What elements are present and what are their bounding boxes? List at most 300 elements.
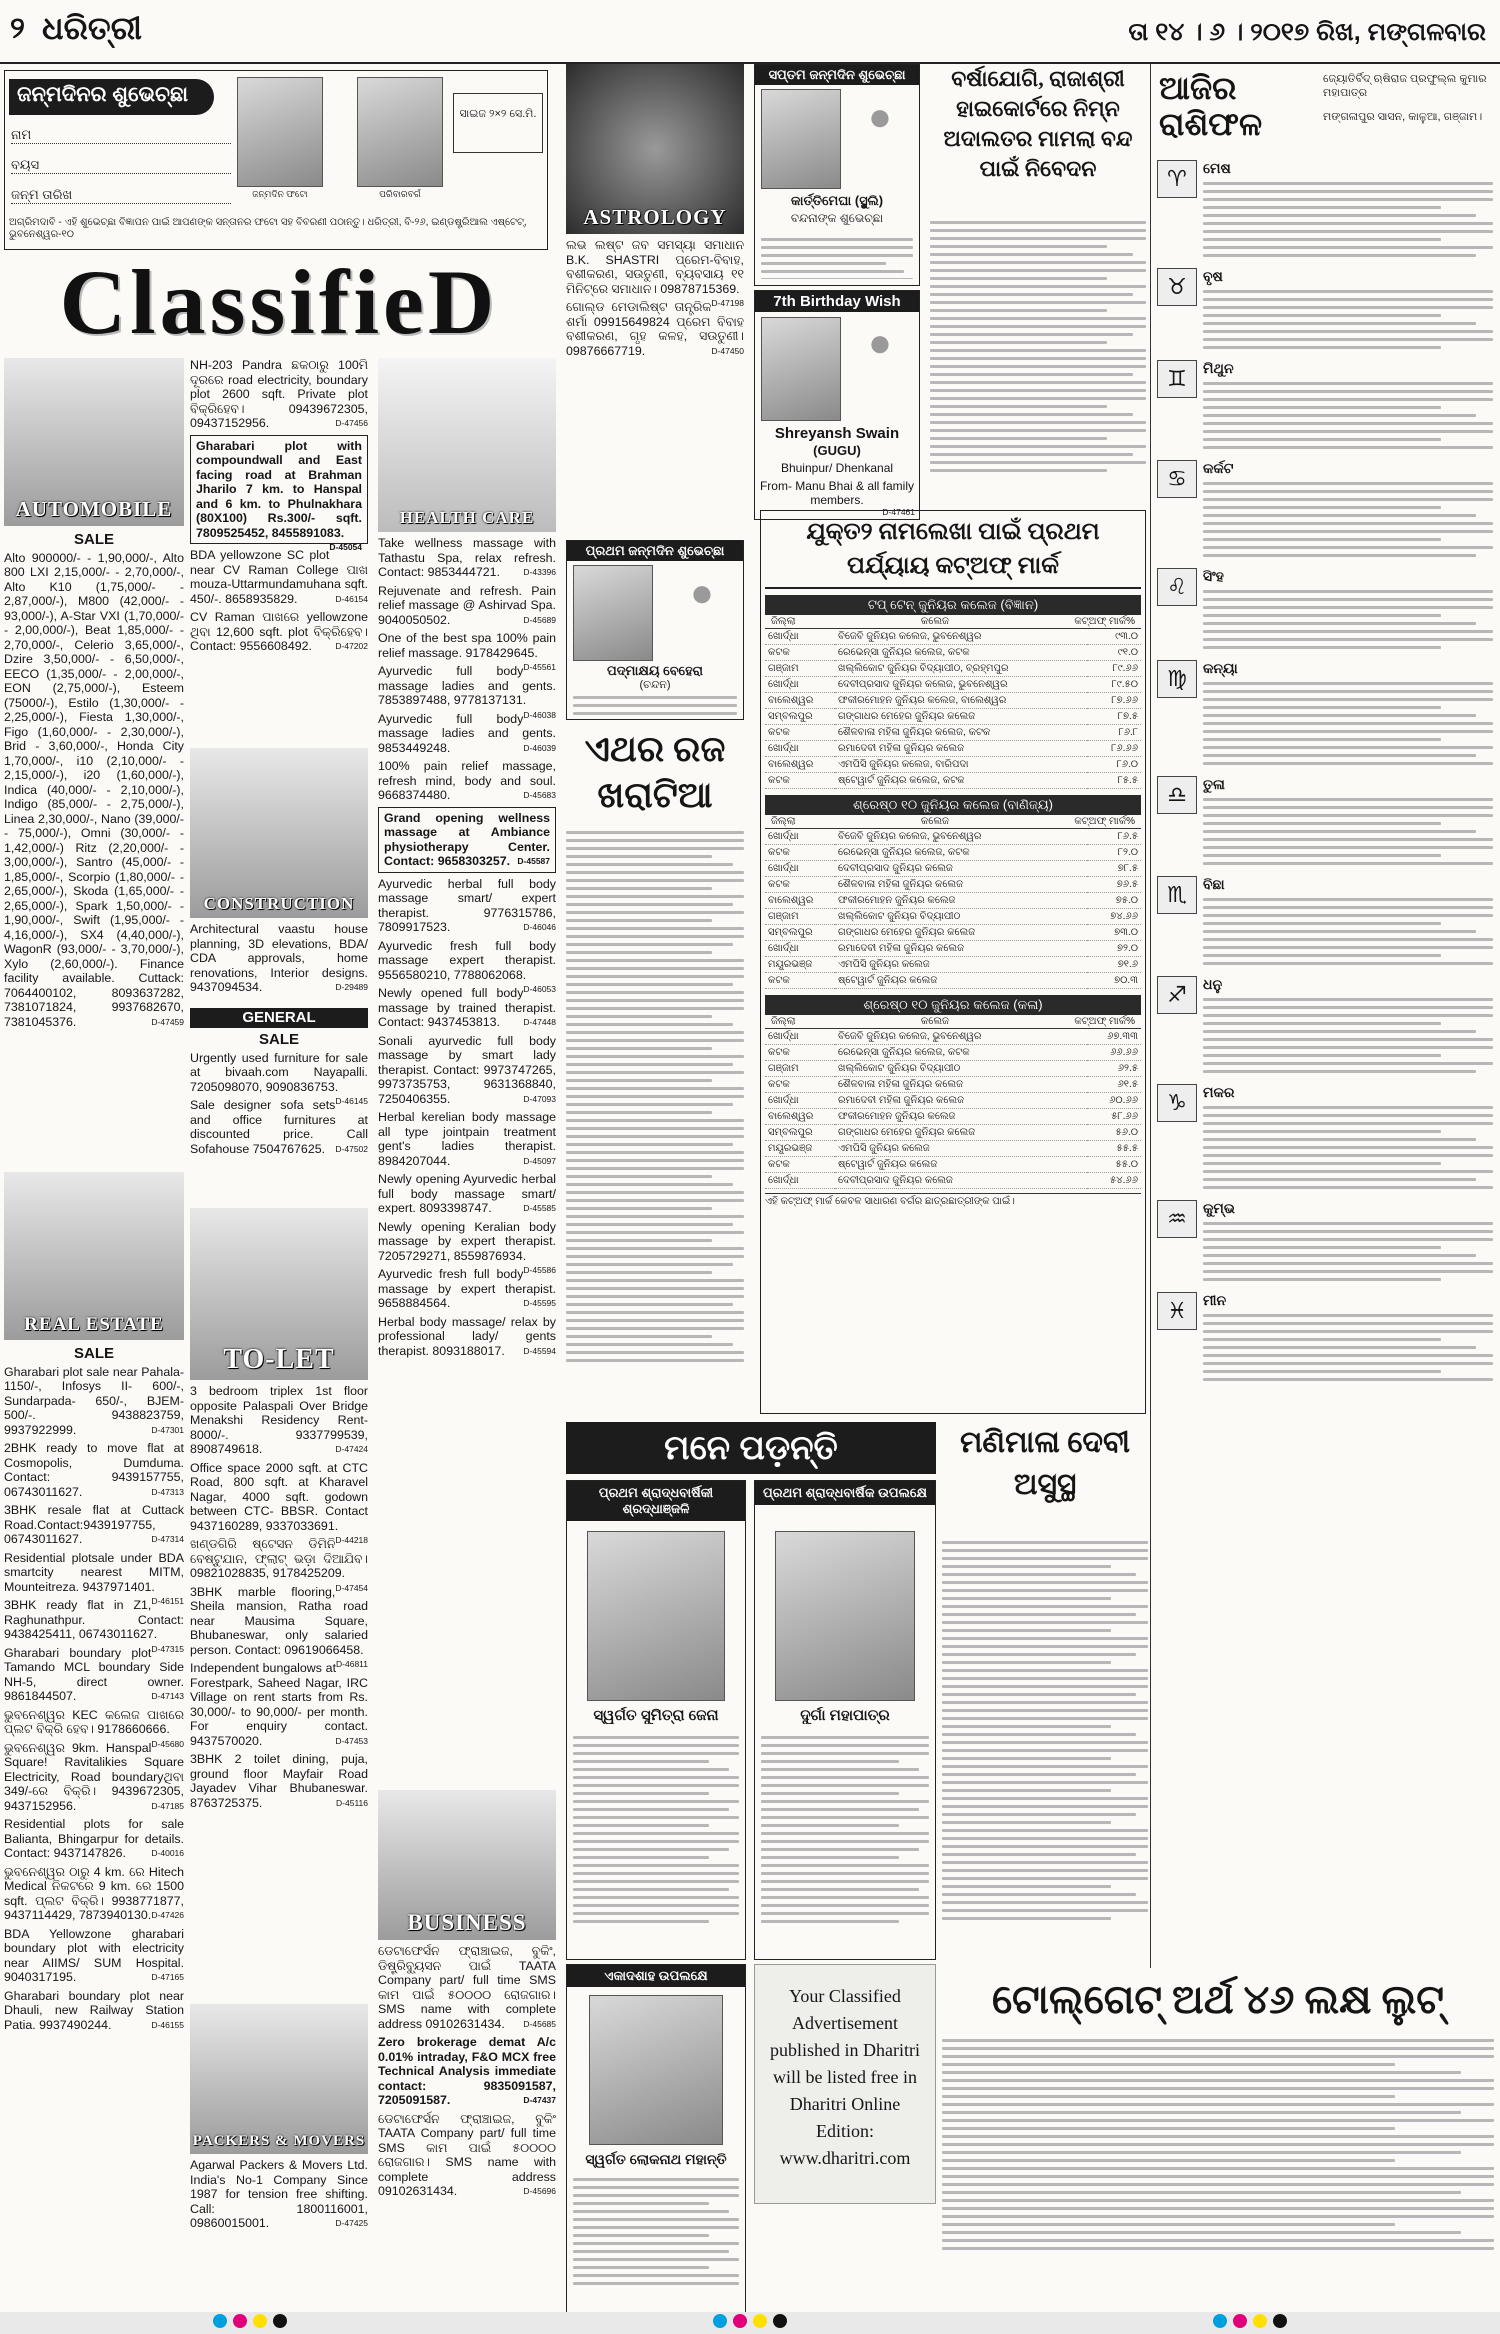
ad-code: D-47202 xyxy=(335,641,368,651)
packers-ad: Agarwal Packers & Movers Ltd. India's No-1 Company Since 1987 for tension free shifting. Call: 1800116001, 09860015001. D-47425 xyxy=(190,2158,368,2230)
horoscope-sign xyxy=(1157,568,1493,654)
classified-ad: Gharabari plot with compoundwall and East facing road at Brahman Jharilo 7 km. to Hanspal and 6 km. to Phulnakhara (80X100) Rs.300/- sqft. 7809525452, 8455891083. D-45054 xyxy=(190,435,368,545)
cutoff-table xyxy=(765,1029,1141,1189)
ad-code: D-45097 xyxy=(523,1155,556,1166)
balloons-icon: ● xyxy=(867,95,893,139)
astrologer-name: ଜ୍ୟୋତିର୍ବିଦ୍ ଋଷିରାଜ ପ୍ରଫୁଲ୍ଲ କୁମାର ମହାପାତ୍ର xyxy=(1323,73,1487,99)
horoscope-sign xyxy=(1157,1084,1493,1194)
table-row xyxy=(765,1045,1141,1061)
table-cell: ଶୈଳବାଳା ମହିଳା ଜୁନିୟର କଲେଜ xyxy=(835,1077,1087,1093)
classified-ad: 2BHK ready to move flat at Cosmopolis, Dumduma. Contact: 9439157755, 06743011627. D-47313 xyxy=(4,1441,184,1499)
table-cell: ୮୭.୬୬ xyxy=(1087,693,1141,709)
health-care-image xyxy=(378,358,556,532)
column-header: କଟ୍‌ଅଫ୍ ମାର୍କ% xyxy=(1074,616,1135,627)
table-cell: ଖୋର୍ଦ୍ଧା xyxy=(765,861,835,877)
obituary-photo xyxy=(587,1531,725,1701)
table-row xyxy=(765,1141,1141,1157)
date-line: ତା ୧୪ । ୬ । ୨୦୧୭ ରିଖ, ମଙ୍ଗଳବାର xyxy=(1128,18,1486,46)
form-field-age[interactable]: ବୟସ xyxy=(11,157,231,174)
classified-ad: Residential plots for sale Balianta, Bhingarpur for details. Contact: 9437147826. D-40016 xyxy=(4,1817,184,1860)
table-cell: ମୟୂରଭଞ୍ଜ xyxy=(765,1141,835,1157)
horoscope-text xyxy=(1203,590,1493,649)
classified-ad: Urgently used furniture for sale at bivaah.com Nayapalli. 7205098070, 9090836753. D-46145 xyxy=(190,1051,368,1095)
ad-code: D-45594 xyxy=(523,1345,556,1356)
ad-code: D-47502 xyxy=(335,1143,368,1154)
classified-ad: Ayurvedic fresh full body massage by expert therapist. 9658884564. D-45595 xyxy=(378,1267,556,1310)
table-cell: ୮୨.୦ xyxy=(1087,845,1141,861)
court-headline: ବର୍ଷାଯୋଗି, ରାଜାଶ୍ରୀ ହାଇକୋର୍ଟରେ ନିମ୍ନ ଅଦାଲତର ମାମଲା ବନ୍ଦ ପାଇଁ ନିବେଦନ xyxy=(943,66,1133,181)
ad-code: D-47450 xyxy=(711,345,744,356)
print-registration-strip xyxy=(0,2312,1500,2334)
astrology-label: ASTROLOGY xyxy=(583,205,727,229)
classified-ad: Ayurvedic herbal full body massage smart/ expert therapist. 9776315786, 7809917523. D-46046 xyxy=(378,876,556,934)
column-header: କଟ୍‌ଅଫ୍ ମାର୍କ% xyxy=(1074,1016,1135,1027)
business-label: BUSINESS xyxy=(407,1910,527,1935)
cutoff-section-title: ଟପ୍ ଟେନ୍ ଜୁନିୟର କଲେଜ (ବିଜ୍ଞାନ) xyxy=(765,595,1141,615)
business-image xyxy=(378,1790,556,1940)
table-cell: ଷ୍ଟେୱାର୍ଟ ଜୁନିୟର କଲେଜ, କଟକ xyxy=(835,773,1087,789)
table-cell: ୫୫.୫ xyxy=(1087,1141,1141,1157)
ad-code: D-46154 xyxy=(335,593,368,604)
cutoff-column-headers xyxy=(765,615,1141,629)
ad-code: D-47437 xyxy=(523,2095,556,2105)
horoscope-text xyxy=(1203,182,1493,257)
zodiac-name: ଧନୁ xyxy=(1203,976,1223,992)
horoscope-text xyxy=(1203,798,1493,865)
table-cell: ସମ୍ବଲପୁର xyxy=(765,709,835,725)
zodiac-icon: ♏ xyxy=(1157,876,1197,914)
table-cell: ଏମପିସି ଜୁନିୟର କଲେଜ xyxy=(835,1141,1087,1157)
ad-code: D-47143 xyxy=(151,1691,184,1701)
ad-code: D-47198 xyxy=(711,298,744,308)
table-row xyxy=(765,893,1141,909)
child-sub: (ଚନ୍ଦନ) xyxy=(639,679,671,691)
general-subheading: SALE xyxy=(258,1031,299,1048)
automobile-section xyxy=(4,530,184,1170)
classified-ad: Newly opening Ayurvedic herbal full body massage smart/ expert. 8093398747. D-45585 xyxy=(378,1172,556,1215)
obituary-left xyxy=(566,1480,746,1960)
birthday-photo-left xyxy=(237,77,323,187)
birthday-photo-caption-left: ଜନ୍ମଦିନ ଫଟୋ xyxy=(252,189,308,199)
to-let-image xyxy=(190,1208,368,1380)
classified-ad: Residential plotsale under BDA smartcity nearest MITM, Mounteitreza. 9437971401. D-46151 xyxy=(4,1551,184,1595)
birthday-panel-1 xyxy=(754,64,920,286)
table-cell: କଟକ xyxy=(765,725,835,741)
form-field-dob[interactable]: ଜନ୍ମ ତାରିଖ xyxy=(11,187,231,204)
zodiac-icon: ♑ xyxy=(1157,1084,1197,1122)
table-cell: ମୟୂରଭଞ୍ଜ xyxy=(765,957,835,973)
table-cell: ଖୋର୍ଦ୍ଧା xyxy=(765,741,835,757)
horoscope-signs xyxy=(1157,160,1493,1960)
table-cell: ୭୬.୫ xyxy=(1087,877,1141,893)
classified-ad: ଖଣ୍ଡଗିରି ଷ୍ଟେସନ ଡିମିନି ବେଷ୍ଟୁଯାନ, ଫ୍ଲାଟ୍ ଭଡ଼ା ଦିଆଯିବ। 09821028835, 9178425209. D-47454 xyxy=(190,1537,368,1581)
packers-label: PACKERS & MOVERS xyxy=(192,2133,366,2149)
horoscope-text xyxy=(1203,482,1493,557)
ad-code: D-46039 xyxy=(523,742,556,753)
zodiac-name: ମୀନ xyxy=(1203,1292,1227,1308)
classified-ad: Office space 2000 sqft. at CTC Road, 800 sqft. at Kharavel Nagar, 4000 sqft. godown between CTC- BBSR. Contact 9437160289, 9337033691. D-44218 xyxy=(190,1461,368,1534)
table-row xyxy=(765,909,1141,925)
horoscope-sign xyxy=(1157,460,1493,562)
cutoff-table xyxy=(765,629,1141,789)
zodiac-icon: ♎ xyxy=(1157,776,1197,814)
table-cell: ଗଙ୍ଗାଧର ମେହେର ଜୁନିୟର କଲେଜ xyxy=(835,1125,1087,1141)
classified-ad: ଡେଟାଫେର୍ସନ ଫ୍ରାଞ୍ଚାଇଜ, ବୁକିଂ, ଡିଷ୍ଟ୍ରିବ୍ୟୁସନ ପାଇଁ TAATA Company part/ full time SMS କାମ ପାଇଁ ୫୦୦୦୦ ରୋଜଗାର। SMS name with complete address 09102631434. D-45685 xyxy=(378,1944,556,2031)
table-row xyxy=(765,693,1141,709)
child-name: କାର୍ତ୍ତିମେଘା (ସ୍ଥୁଲି) xyxy=(790,193,884,208)
table-cell: ବିଜେବି ଜୁନିୟର କଲେଜ, ଭୁବନେଶ୍ୱର xyxy=(835,629,1087,645)
cutoff-tables xyxy=(765,595,1141,1189)
real-estate-label: REAL ESTATE xyxy=(24,1314,164,1335)
child-name: Shreyansh Swain xyxy=(774,425,900,442)
birthday-size-note: ସାଇଜ ୨×୨ ସେ.ମି. xyxy=(453,93,543,153)
zodiac-name: ବିଛା xyxy=(1203,876,1225,892)
magenta-dot xyxy=(733,2314,747,2328)
ad-code: D-46046 xyxy=(523,922,556,932)
column-header: ଜିଲ୍ଲା xyxy=(771,816,796,827)
table-cell: ୮୬.୬୬ xyxy=(1087,741,1141,757)
table-cell: ରମାଦେବୀ ମହିଳା ଜୁନିୟର କଲେଜ xyxy=(835,941,1087,957)
zodiac-name: ବୃଷ xyxy=(1203,268,1223,284)
classified-ad: Independent bungalows at Forestpark, Saheed Nagar, IRC Village on rent starts from Rs. 30,000/- to 90,000/- per month. For enquiry contact. 9437570020. D-47453 xyxy=(190,1661,368,1748)
form-field-name[interactable]: ନାମ xyxy=(11,127,231,144)
obituary-photo xyxy=(589,1995,723,2145)
birthday-panel-3 xyxy=(566,540,744,720)
balloons-icon: ● xyxy=(867,321,893,365)
table-row xyxy=(765,645,1141,661)
automobile-label: AUTOMOBILE xyxy=(15,497,173,521)
construction-label: CONSTRUCTION xyxy=(203,894,355,913)
birthday-form xyxy=(4,70,548,250)
table-row xyxy=(765,677,1141,693)
black-dot xyxy=(273,2314,287,2328)
classified-ad: Sonali ayurvedic full body massage by smart lady therapist. Contact: 9973747265, 9973735753, 9631368840, 7250406355. D-47093 xyxy=(378,1033,556,1106)
ad-code: D-45054 xyxy=(329,542,362,552)
table-cell: ଷ୍ଟେୱାର୍ଟ ଜୁନିୟର କଲେଜ xyxy=(835,1157,1087,1173)
table-cell: କଟକ xyxy=(765,845,835,861)
horoscope-sign xyxy=(1157,776,1493,870)
obituary-title: ପ୍ରଥମ ଶ୍ରାଦ୍ଧବାର୍ଷିକ ଉପଲକ୍ଷେ xyxy=(755,1481,935,1505)
table-row xyxy=(765,1173,1141,1189)
business-section xyxy=(378,1944,556,2324)
table-cell: ୭୫.୦ xyxy=(1087,893,1141,909)
classified-title: ClassifieD xyxy=(59,252,499,352)
table-row xyxy=(765,741,1141,757)
child-photo xyxy=(573,565,653,661)
horoscope-sign xyxy=(1157,876,1493,970)
table-cell: ଶୈଳବାଳା ମହିଳା ଜୁନିୟର କଲେଜ, କଟକ xyxy=(835,725,1087,741)
table-cell: ୫୮.୬୬ xyxy=(1087,1109,1141,1125)
wish-from: From- Manu Bhai & all family members. xyxy=(759,479,915,507)
classified-ad: Gharabari plot sale near Pahala- 1150/-, Infosys II- 600/-, Sundarpada- 650/-, BJEM- 500/-. 9438823759, 9937922999. D-47301 xyxy=(4,1364,184,1437)
table-cell: କଟକ xyxy=(765,973,835,989)
classified-ad: 3BHK 2 toilet dining, puja, ground floor Mayfair Road Jayadev Vihar Bhubaneswar. 8763725375. D-45116 xyxy=(190,1752,368,1810)
construction-bottom-ad: Architectural vaastu house planning, 3D elevations, BDA/ CDA approvals, home renovations, Interior designs. 9437094534. D-29489 xyxy=(190,922,368,994)
classified-ad: Zero brokerage demat A/c 0.01% intraday, F&O MCX free Technical Analysis immediate contact: 9835091587, 7205091587. D-47437 xyxy=(378,2035,556,2107)
table-cell: ରମାଦେବୀ ମହିଳା ଜୁନିୟର କଲେଜ xyxy=(835,741,1087,757)
table-cell: ଗଞ୍ଜାମ xyxy=(765,909,835,925)
registration-marks-left xyxy=(210,2314,290,2333)
table-cell: ୮୯.୫୦ xyxy=(1087,677,1141,693)
ad-code: D-47093 xyxy=(523,1093,556,1104)
horoscope-text xyxy=(1203,1106,1493,1189)
magenta-dot xyxy=(233,2314,247,2328)
obituary-photo xyxy=(775,1531,915,1701)
automobile-ad: Alto 900000/- - 1,90,000/-, Alto 800 LXI 2,15,000/- - 2,70,000/-, Alto K10 (1,75,000/- - 2,87,000/-), M800 (42,000/- - 93,000/-), A-Star VXI (1,70,000/- - 2,00,000/-), Beat 1,85,000/- - 2,70,000/-, Celerio 3,65,000/-, Dzire 3,50,000/- - 6,50,000/-, EECO (1,35,000/- - 2,00,000/-, EON (2,75,000/-), Esteem (75000/-), Estilo (1,30,000/- - 2,25,000/-), Fiesta 1,30,000/-, Figo (1,60,000/- - 2,30,000/-), Brid - 3,60,000/-, Honda City 1,70,000/-, i10 (2,10,000/- - 2,15,000/-), i20 (1,60,000/-), Indica (40,000/- - 2,10,000/-), Indigo (85,000/- - 2,75,000/-), Linea 2,30,000/-, Nano (39,000/- - 75,000/-), Omni (30,000/- - 1,42,000/-) Ritz (2,20,000/- - 3,00,000/-), Santro (45,000/- - 1,85,000/-, Scorpio (1,80,000/- - 2,65,000/-), Skoda (1,65,000/- - 2,65,000/-), Spark 1,50,000/- - 1,90,000/-, Swift (1,95,000/- - 4,16,000/-), SX4 (4,40,000/-), WagonR (93,000/- - 3,70,000/-), Xylo (2,60,000/-). Finance facility available. Cuttack: 7064400102, 8093637282, 7381071824, 9937682670, 7381045376. D-47459 xyxy=(4,550,184,1029)
table-cell: ୯୧.୦ xyxy=(1087,645,1141,661)
classified-ad: ଭୁବନେଶ୍ୱର KEC କଲେଜ ପାଖରେ ପ୍ଲଟ ବିକ୍ରି ହେବ। 9178660666. D-45680 xyxy=(4,1708,184,1737)
obituary-text xyxy=(761,1731,929,1951)
table-cell: ବାଲେଶ୍ୱର xyxy=(765,757,835,773)
rain-article xyxy=(566,826,744,1416)
table-cell: ଖୋର୍ଦ୍ଧା xyxy=(765,829,835,845)
ad-code: D-47459 xyxy=(151,1016,184,1027)
ad-code: D-45689 xyxy=(523,614,556,625)
zodiac-name: ମିଥୁନ xyxy=(1203,360,1234,376)
ad-code: D-46038 xyxy=(523,709,556,720)
birthday-photo-right xyxy=(357,77,443,187)
cyan-dot xyxy=(1213,2314,1227,2328)
table-cell: ଏମପିସି ଜୁନିୟର କଲେଜ, ବାରିପଦା xyxy=(835,757,1087,773)
table-cell: ରେଭେନ୍ସା ଜୁନିୟର କଲେଜ, କଟକ xyxy=(835,645,1087,661)
child-name: ପଦ୍ମାକ୍ଷୟ ବେହେରା xyxy=(606,663,703,678)
column-header: ଜିଲ୍ଲା xyxy=(771,616,796,627)
cutoff-section-title: ଶ୍ରେଷ୍ଠ ୧୦ ଜୁନିୟର କଲେଜ (ବାଣିଜ୍ୟ) xyxy=(765,795,1141,815)
birthday-panel-2 xyxy=(754,290,920,520)
table-cell: ଫକୀରମୋହନ ଜୁନିୟର କଲେଜ, ବାଲେଶ୍ୱର xyxy=(835,693,1087,709)
ad-code: D-46151 xyxy=(151,1596,184,1606)
table-cell: ୭୪.୬୬ xyxy=(1087,909,1141,925)
table-cell: ଖୋର୍ଦ୍ଧା xyxy=(765,1029,835,1045)
zodiac-icon: ♓ xyxy=(1157,1292,1197,1330)
table-cell: ୮୫.୫ xyxy=(1087,773,1141,789)
cutoff-column-headers xyxy=(765,1015,1141,1029)
ad-code: D-46053 xyxy=(523,984,556,994)
real-estate-section xyxy=(4,1344,184,2314)
general-section xyxy=(190,1030,368,1206)
classified-ad: Take wellness massage with Tathastu Spa, relax refresh. Contact: 9853444721. D-43396 xyxy=(378,536,556,579)
registration-marks-center xyxy=(710,2314,790,2333)
cutoff-table xyxy=(765,829,1141,989)
horoscope-text xyxy=(1203,1222,1493,1281)
table-cell: ବିଜେବି ଜୁନିୟର କଲେଜ, ଭୁବନେଶ୍ୱର xyxy=(835,1029,1087,1045)
table-row xyxy=(765,957,1141,973)
table-cell: ଖଲ୍ଲିକୋଟ ଜୁନିୟର ବିଦ୍ୟାପୀଠ xyxy=(835,909,1087,925)
birthday-panel-title: ପ୍ରଥମ ଜନ୍ମଦିନ ଶୁଭେଚ୍ଛା xyxy=(567,541,743,561)
horoscope-sign xyxy=(1157,160,1493,262)
magenta-dot xyxy=(1233,2314,1247,2328)
zodiac-icon: ♉ xyxy=(1157,268,1197,306)
classified-ad: Herbal kerelian body massage all type jointpain treatment gent's ladies therapist. 8984207044. D-45097 xyxy=(378,1110,556,1168)
online-notice xyxy=(754,1964,936,2204)
classified-ad: ଗୋଲ୍ଡ ମେଡାଲିଷ୍ଟ ତାନ୍ତ୍ରିକ ଶର୍ମା 09915649824 ପ୍ରେମ ବିବାହ ବଶୀକରଣ, ଗୃହ କଳହ, ସଉତୁଣୀ। 09876667719. D-47450 xyxy=(566,300,744,358)
classified-ad: 3BHK marble flooring, Sheila mansion, Ratha road near Mausima Square, Bhubaneswar, only salaried person. Contact: 09619066458. D-46811 xyxy=(190,1585,368,1658)
table-cell: କଟକ xyxy=(765,773,835,789)
ad-code: D-47461 xyxy=(882,507,915,517)
table-cell: ରମାଦେବୀ ମହିଳା ଜୁନିୟର କଲେଜ xyxy=(835,1093,1087,1109)
table-cell: ୬୦.୬୬ xyxy=(1087,1093,1141,1109)
zodiac-icon: ♌ xyxy=(1157,568,1197,606)
obituary-text xyxy=(573,2173,739,2313)
obituary-name: ସ୍ୱର୍ଗତ ସୁମିତ୍ରା ଜେନା xyxy=(593,1707,719,1724)
table-cell: ଖଲ୍ଲିକୋଟ ଜୁନିୟର ବିଦ୍ୟାପୀଠ, ବ୍ରହ୍ମପୁର xyxy=(835,661,1087,677)
classified-ad: Herbal body massage/ relax by professional lady/ gents therapist. 8093188017. D-45594 xyxy=(378,1314,556,1358)
birthday-form-title: ଜନ୍ମଦିନର ଶୁଭେଚ୍ଛା xyxy=(9,79,214,115)
table-row xyxy=(765,1029,1141,1045)
horoscope-sign xyxy=(1157,360,1493,454)
ad-code: D-47314 xyxy=(151,1534,184,1544)
ad-code: D-43396 xyxy=(523,567,556,577)
child-sub: ବନ୍ଦନାଙ୍କ ଶୁଭେଚ୍ଛା xyxy=(790,211,884,225)
ad-code: D-47185 xyxy=(151,1800,184,1811)
table-cell: ୮୬.୦ xyxy=(1087,757,1141,773)
table-row xyxy=(765,861,1141,877)
ad-code: D-45680 xyxy=(151,1738,184,1749)
obituary-right xyxy=(754,1480,936,1960)
table-row xyxy=(765,845,1141,861)
ad-code: D-45561 xyxy=(523,662,556,672)
table-row xyxy=(765,661,1141,677)
obituary-name: ଦୁର୍ଗା ମହାପାତ୍ର xyxy=(800,1707,890,1724)
ad-code: D-47456 xyxy=(335,418,368,428)
ad-code: D-40016 xyxy=(151,1848,184,1858)
table-cell: ଗଙ୍ଗାଧର ମେହେର ଜୁନିୟର କଲେଜ xyxy=(835,709,1087,725)
table-cell: ୮୬.୫ xyxy=(1087,829,1141,845)
table-cell: ବିଜେବି ଜୁନିୟର କଲେଜ, ଭୁବନେଶ୍ୱର xyxy=(835,829,1087,845)
child-sub: (GUGU) xyxy=(813,443,861,458)
table-row xyxy=(765,1109,1141,1125)
birthday-panel-text xyxy=(761,233,913,279)
table-row xyxy=(765,1077,1141,1093)
table-cell: ୮୭.୫ xyxy=(1087,709,1141,725)
construction-image xyxy=(190,748,368,918)
ad-code: D-47448 xyxy=(523,1017,556,1027)
classified-ad: One of the best spa 100% pain relief massage. 9178429645. D-45561 xyxy=(378,631,556,660)
table-cell: ୮୯.୬୬ xyxy=(1087,661,1141,677)
birthday-panel-title: ସପ୍ତମ ଜନ୍ମଦିନ ଶୁଭେଚ୍ଛା xyxy=(755,65,919,85)
table-cell: ଦେବୀପ୍ରସାଦ ଜୁନିୟର କଲେଜ xyxy=(835,1173,1087,1189)
table-row xyxy=(765,725,1141,741)
classified-ad: ଡେଟାଫେର୍ସନ ଫ୍ରାଞ୍ଚାଇଜ, ବୁକିଂ TAATA Company part/ full time SMS କାମ ପାଇଁ ୫୦୦୦୦ ରୋଜଗାର। SMS name with complete address 09102631434. D-45696 xyxy=(378,2111,556,2198)
cutoff-column-headers xyxy=(765,815,1141,829)
child-photo xyxy=(761,89,841,189)
zodiac-icon: ♒ xyxy=(1157,1200,1197,1238)
astrology-image xyxy=(566,64,744,234)
table-cell: କଟକ xyxy=(765,1077,835,1093)
table-row xyxy=(765,773,1141,789)
ad-code: D-47315 xyxy=(151,1643,184,1654)
yellow-dot xyxy=(253,2314,267,2328)
ad-code: D-45685 xyxy=(523,2018,556,2029)
table-cell: କଟକ xyxy=(765,877,835,893)
table-cell: ଖୋର୍ଦ୍ଧା xyxy=(765,1093,835,1109)
packers-image xyxy=(190,2004,368,2154)
table-row xyxy=(765,1061,1141,1077)
horoscope-sign xyxy=(1157,268,1493,354)
ad-code: D-45586 xyxy=(523,1265,556,1275)
cutoff-box xyxy=(760,510,1146,1414)
table-cell: ଏମପିସି ଜୁନିୟର କଲେଜ xyxy=(835,957,1087,973)
classified-ad: CV Raman ପାଖରେ yellowzone ଥିବା 12,600 sqft. plot ବିକ୍ରିହେବ। Contact: 9556608492. D-47202 xyxy=(190,610,368,653)
child-place: Bhuinpur/ Dhenkanal xyxy=(780,461,894,475)
table-row xyxy=(765,973,1141,989)
table-cell: ୮୬.୮ xyxy=(1087,725,1141,741)
ad-code: D-47424 xyxy=(335,1444,368,1454)
automobile-image xyxy=(4,358,184,526)
balloons-icon: ● xyxy=(689,571,715,615)
column-header: କଲେଜ xyxy=(920,616,949,627)
ad-code: D-47165 xyxy=(151,1972,184,1982)
classified-ad: BDA Yellowzone gharabari boundary plot with electricity near AIIMS/ SUM Hospital. 9040317195. D-47165 xyxy=(4,1926,184,1984)
obituary-title: ଏକାଦଶାହ ଉପଲକ୍ଷେ xyxy=(567,1965,745,1987)
zodiac-name: ମକର xyxy=(1203,1084,1235,1100)
classified-ad: 3BHK resale flat at Cuttack Road.Contact:9439197755, 06743011627. D-47314 xyxy=(4,1503,184,1546)
table-row xyxy=(765,629,1141,645)
zodiac-icon: ♋ xyxy=(1157,460,1197,498)
table-row xyxy=(765,1093,1141,1109)
table-cell: ଗଞ୍ଜାମ xyxy=(765,661,835,677)
zodiac-name: ତୁଳା xyxy=(1203,776,1225,792)
horoscope-sign xyxy=(1157,976,1493,1078)
ad-code: D-29489 xyxy=(335,982,368,992)
table-row xyxy=(765,829,1141,845)
classified-ad: NH-203 Pandra ଛକଠାରୁ 100ମି ଦୂରରେ road electricity, boundary plot 2600 sqft. Private plot ବିକ୍ରିହେବ। 09439672305, 09437152956. D-47456 xyxy=(190,358,368,430)
black-dot xyxy=(773,2314,787,2328)
horoscope-sign xyxy=(1157,1292,1493,1386)
table-cell: ୫୫.୦ xyxy=(1087,1157,1141,1173)
ad-code: D-45595 xyxy=(523,1298,556,1308)
table-cell: ଫକୀରମୋହନ ଜୁନିୟର କଲେଜ xyxy=(835,1109,1087,1125)
black-dot xyxy=(1273,2314,1287,2328)
table-row xyxy=(765,1157,1141,1173)
zodiac-name: କର୍କଟ xyxy=(1203,460,1234,476)
column-header: କଲେଜ xyxy=(920,816,949,827)
horoscope-text xyxy=(1203,1314,1493,1381)
health-care-label: HEALTH CARE xyxy=(399,508,535,527)
zodiac-name: କୁମ୍ଭ xyxy=(1203,1200,1235,1216)
mane-padanti-banner: ମନେ ପଡ଼ନ୍ତି xyxy=(566,1422,936,1474)
ad-code: D-47425 xyxy=(335,2218,368,2228)
real-estate-heading: SALE xyxy=(73,1345,114,1362)
horoscope-text xyxy=(1203,898,1493,965)
classified-ad: ଭୁବନେଶ୍ୱର 9km. Hanspal Square! Ravitalikies Square Electricity, Road boundaryଥିବା 349/-ରେ ବିକ୍ରି। 9439672305, 9437152956. D-47185 xyxy=(4,1740,184,1813)
classified-ad: ଲଭ ଲଷ୍ଟ ଜବ ସମସ୍ୟା ସମାଧାନ B.K. SHASTRI ପ୍ରେମ-ବିବାହ, ବଶୀକରଣ, ସଉତୁଣୀ, ବ୍ୟବସାୟ ୧୧ ମିନିଟ୍‌ରେ ସମାଧାନ। 09878715369. D-47198 xyxy=(566,238,744,296)
ad-code: D-47301 xyxy=(151,1424,184,1435)
classified-ad: Rejuvenate and refresh. Pain relief massage @ Ashirvad Spa. 9040050502. D-45689 xyxy=(378,583,556,627)
ad-code: D-46155 xyxy=(151,2019,184,2030)
table-cell: ରେଭେନ୍ସା ଜୁନିୟର କଲେଜ, କଟକ xyxy=(835,845,1087,861)
table-cell: ୭୦.୩ xyxy=(1087,973,1141,989)
zodiac-icon: ♊ xyxy=(1157,360,1197,398)
horoscope-sign xyxy=(1157,1200,1493,1286)
online-notice-text: Your Classified Advertisement published in Dharitri will be listed free in Dharitri Online Edition: www.dharitri.com xyxy=(770,1986,920,2168)
table-cell: ୬୧.୫ xyxy=(1087,1077,1141,1093)
classified-ad: Gharabari boundary plot near Dhauli, new Railway Station Patia. 9937490244. D-46155 xyxy=(4,1988,184,2032)
table-row xyxy=(765,877,1141,893)
ad-code: D-47313 xyxy=(151,1486,184,1497)
manimala-headline: ମଣିମାଳା ଦେବୀ ଅସୁସ୍ଥ xyxy=(959,1426,1131,1501)
cyan-dot xyxy=(713,2314,727,2328)
ad-code: D-47453 xyxy=(335,1735,368,1746)
column-header: କଟ୍‌ଅଫ୍ ମାର୍କ% xyxy=(1074,816,1135,827)
table-cell: ୭୩.୦ xyxy=(1087,925,1141,941)
automobile-heading: SALE xyxy=(73,531,114,548)
horoscope-text xyxy=(1203,382,1493,449)
table-row xyxy=(765,1125,1141,1141)
table-cell: ୫୬.୦ xyxy=(1087,1125,1141,1141)
horoscope-section xyxy=(1150,64,1496,1968)
obituary-bottom xyxy=(566,1964,746,2318)
